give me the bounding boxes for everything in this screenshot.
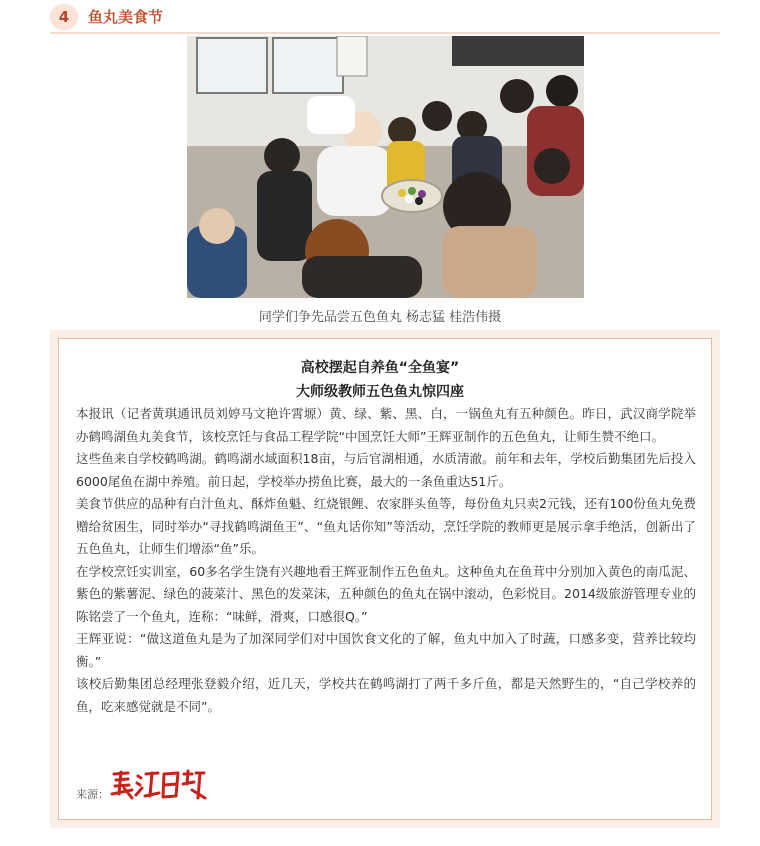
- news-photo-illustration: [187, 36, 584, 298]
- article-paragraph: 本报讯（记者黄琪通讯员刘婷马文艳许霄塬）黄、绿、紫、黑、白，一锅鱼丸有五种颜色。昨日，武汉商学院举办鹤鸣湖鱼丸美食节，该校烹饪与食品工程学院“中国烹饪大师”王辉亚制作的五色鱼丸，让师生赞不绝口。: [76, 406, 696, 444]
- section-number-badge: 4: [50, 4, 78, 30]
- photo-caption: 同学们争先品尝五色鱼丸 杨志猛 桂浩伟摄: [258, 310, 502, 325]
- article-body: [76, 403, 696, 718]
- article-paragraph: 王辉亚说：“做这道鱼丸是为了加深同学们对中国饮食文化的了解，鱼丸中加入了时蔬，口感多变，营养比较均衡。”: [76, 631, 696, 669]
- section-title: 鱼丸美食节: [88, 8, 164, 26]
- article-paragraph: 这些鱼来自学校鹤鸣湖。鹤鸣湖水域面积18亩，与后官湖相通，水质清澈。前年和去年，学校后勤集团先后投入6000尾鱼在湖中养殖。前日起，学校举办捞鱼比赛，最大的一条鱼重达51斤。: [76, 451, 696, 489]
- article-subheadline: 大师级教师五色鱼丸惊四座: [296, 384, 464, 400]
- article-paragraph: 在学校烹饪实训室，60多名学生饶有兴趣地看王辉亚制作五色鱼丸。这种鱼丸在鱼茸中分别加入黄色的南瓜泥、紫色的紫薯泥、绿色的菠菜汁、黑色的发菜沫，五种颜色的鱼丸在锅中滚动，色彩悦目。2014级旅游管理专业的陈铭尝了一个鱼丸，连称：“味鲜，滑爽，口感很Q。”: [76, 563, 696, 624]
- source-label: 来源：: [76, 788, 109, 801]
- section-header: [50, 0, 720, 34]
- news-photo: [187, 36, 584, 298]
- changjiang-daily-logo: [108, 768, 208, 802]
- article-paragraph: 美食节供应的品种有白汁鱼丸、酥炸鱼魁、红烧银鲤、农家胖头鱼等，每份鱼丸只卖2元钱，还有100份鱼丸免费赠给贫困生，同时举办“寻找鹤鸣湖鱼王”、“鱼丸话你知”等活动，烹饪学院的教师更是展示拿手绝活，创新出了五色鱼丸，让师生们增添“鱼”乐。: [76, 496, 696, 556]
- article-paragraph: 该校后勤集团总经理张登毅介绍，近几天，学校共在鹤鸣湖打了两千多斤鱼，都是天然野生的，“自己学校养的鱼，吃来感觉就是不同”。: [76, 676, 696, 714]
- article-headline: 高校摆起自养鱼“全鱼宴”: [300, 360, 460, 376]
